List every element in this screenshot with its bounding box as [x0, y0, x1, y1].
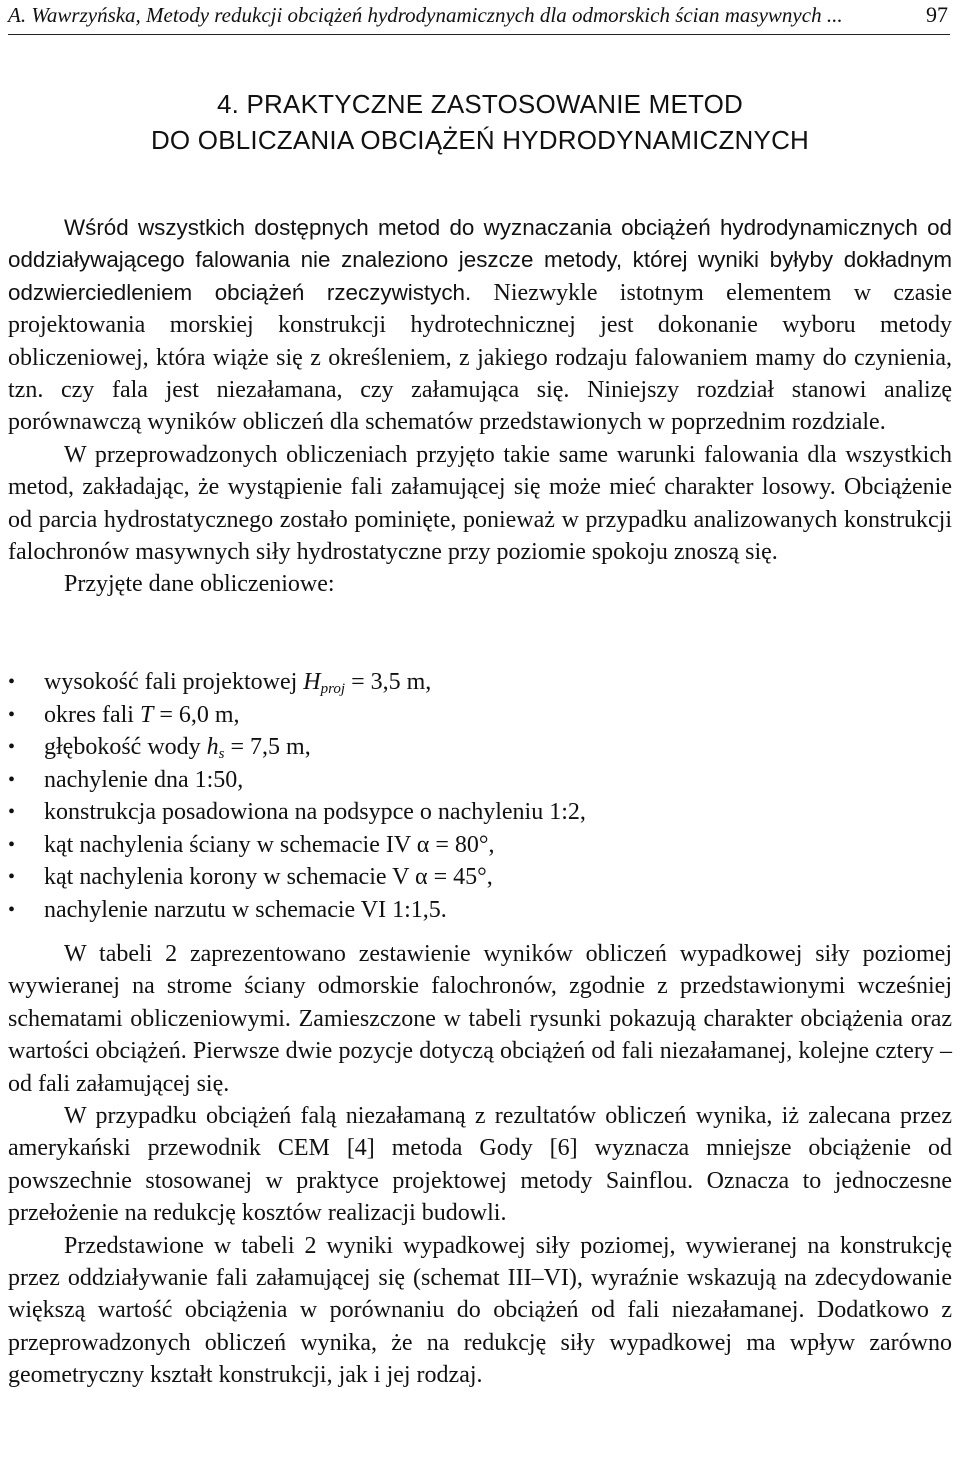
list-item: • kąt nachylenia ściany w schemacie IV α = 80°,: [8, 829, 952, 862]
input-data-list: [8, 666, 952, 926]
paragraph-3: W tabeli 2 zaprezentowano zestawienie wyników obliczeń wypadkowej siły poziomej wywieranej na strome ściany odmorskie falochronów, zgodnie z przedstawionymi wcześniej schematami obliczeniowymi. Zamieszczone w tabeli rysunki pokazują charakter obciążenia oraz wartości obciążeń. Pierwsze dwie pozycje dotyczą obciążeń od fali niezałamanej, kolejne cztery – od fali załamującej się.: [8, 941, 952, 1097]
list-item: • wysokość fali projektowej $H_{proj} = 3,5$ m,: [8, 666, 952, 699]
bullet-icon: •: [8, 736, 16, 758]
paragraph-2: W przeprowadzonych obliczeniach przyjęto takie same warunki falowania dla wszystkich metod, zakładając, że wystąpienie fali załamującej się może mieć charakter losowy. Obciążenie od parcia hydrostatycznego zostało pominięte, ponieważ w przypadku analizowanych konstrukcji falochronów masywnych siły hydrostatyczne przy poziomie spokoju znoszą się.: [8, 441, 952, 566]
list-item: • okres fali T = 6,0 m,: [8, 699, 952, 732]
list-item: • głębokość wody $h_s = 7,5$ m,: [8, 731, 952, 764]
list-item: • nachylenie dna 1:50,: [8, 764, 952, 797]
bullet-icon: •: [8, 833, 16, 856]
intro-serif-text: Niezwykle istotnym elementem w czasie projektowania morskiej konstrukcji hydrotechnicznej jest dokonanie wyboru metody obliczeniowej, która wiąże się z określeniem, z jakiego rodzaju falowaniem mamy do czynienia, tzn. czy fala jest niezałamana, czy załamująca się. Niniejszy rozdział stanowi analizę porównawczą wyników obliczeń dla schematów przedstawionych w poprzednim rozdziale.: [8, 279, 953, 436]
body-text-top: [8, 212, 952, 601]
bullet-icon: •: [8, 671, 16, 693]
paragraph-4: W przypadku obciążeń falą niezałamaną z rezultatów obliczeń wynika, iż zalecana przez amerykański przewodnik CEM [4] metoda Gody [6] wyznacza mniejsze obciążenie od powszechnie stosowanej w praktyce projektowej metody Sainflou. Oznacza to jednoczesne przełożenie na redukcję kosztów realizacji budowli.: [8, 1103, 952, 1227]
section-title-line-1: 4. PRAKTYCZNE ZASTOSOWANIE METOD: [217, 89, 743, 119]
paragraph-5: Przedstawione w tabeli 2 wyniki wypadkowej siły poziomej, wywieranej na konstrukcję przez oddziaływanie fali załamującej się (schemat III–VI), wyraźnie wskazują na zdecydowanie większą wartość obciążenia w porównaniu do obciążeń od fali niezałamanej. Dodatkowo z przeprowadzonych obliczeń wynika, że na redukcję siły wypadkowej ma wpływ zarówno geometryczny kształt konstrukcji, jak i jej rodzaj.: [8, 1232, 952, 1389]
bullet-icon: •: [8, 801, 16, 823]
list-item: • kąt nachylenia korony w schemacie V α = 45°,: [8, 861, 952, 894]
intro-sans-text: Wśród wszystkich dostępnych metod do wyznaczania obciążeń hydrodynamicznych od oddziaływającego falowania nie znaleziono jeszcze metody, której wyniki byłyby dokładnym odzwierciedleniem obciążeń rzeczywistych.: [8, 215, 952, 305]
bullet-icon: •: [8, 703, 16, 726]
bullet-icon: •: [8, 768, 16, 791]
bullet-icon: •: [8, 898, 16, 921]
list-item: • nachylenie narzutu w schemacie VI 1:1,5.: [8, 894, 952, 927]
running-header: [8, 0, 950, 35]
bullet-icon: •: [8, 866, 16, 888]
list-intro: Przyjęte dane obliczeniowe:: [64, 571, 335, 598]
body-text-bottom: [8, 938, 952, 1392]
intro-paragraph: [8, 212, 952, 439]
list-item: • konstrukcja posadowiona na podsypce o nachyleniu 1:2,: [8, 796, 952, 829]
section-title-line-2: DO OBLICZANIA OBCIĄŻEŃ HYDRODYNAMICZNYCH: [150, 125, 810, 155]
running-title: A. Wawrzyńska, Metody redukcji obciążeń hydrodynamicznych dla odmorskich ścian masywnych ...: [8, 3, 843, 27]
section-title: [0, 86, 960, 158]
page-number: 97: [926, 2, 948, 27]
